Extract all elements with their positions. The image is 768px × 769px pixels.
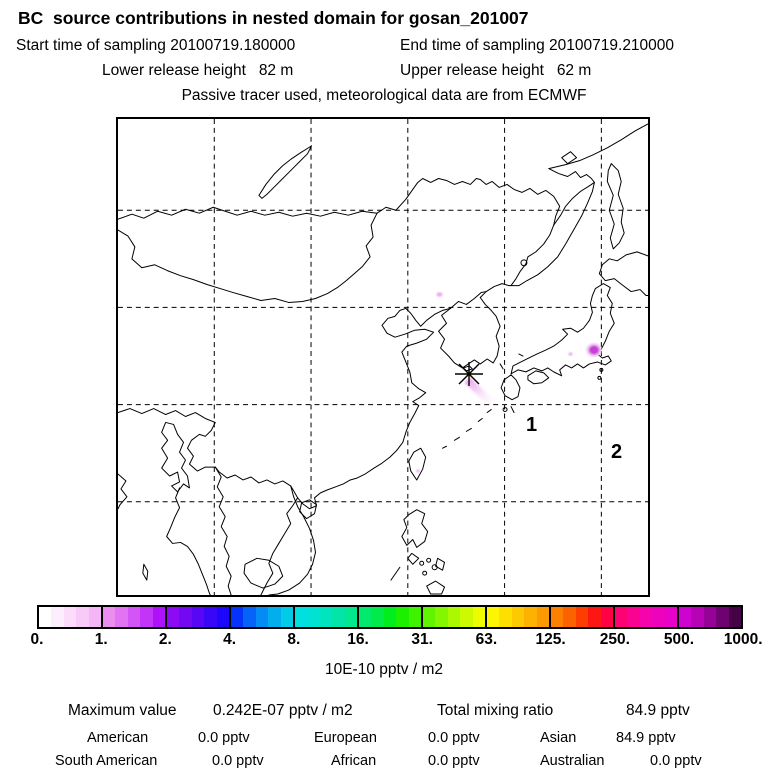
border-china-sea bbox=[215, 467, 290, 486]
colorbar-segment-8 bbox=[551, 607, 615, 627]
colorbar-cell bbox=[332, 607, 344, 627]
colorbar-tick-label: 1. bbox=[94, 631, 108, 648]
border-amur-lower bbox=[554, 182, 595, 225]
island-kyushu bbox=[501, 375, 520, 400]
colorbar-cell bbox=[423, 607, 435, 627]
continent-label-asian: Asian bbox=[540, 730, 577, 746]
colorbar-cell bbox=[640, 607, 652, 627]
colorbar-tick-label: 4. bbox=[223, 631, 237, 648]
map-point-label-1: 1 bbox=[526, 414, 538, 436]
colorbar-cell bbox=[192, 607, 204, 627]
border-bangladesh bbox=[162, 422, 190, 491]
coastlines-group bbox=[118, 124, 648, 595]
colorbar-tick-label: 31. bbox=[411, 631, 433, 648]
colorbar-cell bbox=[76, 607, 88, 627]
coast-myanmar bbox=[167, 488, 211, 595]
colorbar-cell bbox=[473, 607, 485, 627]
colorbar-cell bbox=[499, 607, 511, 627]
colorbar-cell bbox=[563, 607, 575, 627]
colorbar-cell bbox=[691, 607, 703, 627]
colorbar-segment-1 bbox=[103, 607, 167, 627]
island-hainan bbox=[300, 500, 317, 519]
colorbar-cell bbox=[345, 607, 357, 627]
colorbar-cell bbox=[716, 607, 728, 627]
colorbar-cell bbox=[231, 607, 243, 627]
colorbar-cell bbox=[217, 607, 229, 627]
border-laos-vietnam bbox=[261, 498, 298, 595]
continent-label-european: European bbox=[314, 730, 377, 746]
border-cambodia bbox=[244, 558, 283, 588]
colorbar-cell bbox=[243, 607, 255, 627]
tracer-note: Passive tracer used, meteorological data are from ECMWF bbox=[181, 87, 587, 104]
island-sakhalin bbox=[607, 164, 624, 249]
colorbar-cell bbox=[320, 607, 332, 627]
border-myanmar-thailand bbox=[215, 467, 231, 595]
colorbar-segment-4 bbox=[295, 607, 359, 627]
coast-okhotsk bbox=[511, 124, 648, 286]
colorbar-cell bbox=[371, 607, 383, 627]
colorbar-cell bbox=[64, 607, 76, 627]
colorbar-cell bbox=[128, 607, 140, 627]
colorbar-tick-label: 16. bbox=[347, 631, 369, 648]
colorbar-cell bbox=[665, 607, 677, 627]
colorbar-cell bbox=[704, 607, 716, 627]
colorbar-cell bbox=[576, 607, 588, 627]
colorbar-segment-3 bbox=[231, 607, 295, 627]
colorbar-cell bbox=[89, 607, 101, 627]
colorbar-tick-label: 2. bbox=[158, 631, 172, 648]
total-mixing-ratio-value: 84.9 pptv bbox=[626, 702, 690, 719]
total-mixing-ratio-label: Total mixing ratio bbox=[437, 702, 554, 719]
colorbar-units-label: 10E-10 pptv / m2 bbox=[324, 661, 444, 678]
colorbar-cell bbox=[103, 607, 115, 627]
colorbar-cell bbox=[615, 607, 627, 627]
island-visayas-4 bbox=[423, 571, 427, 575]
page-title: BC source contributions in nested domain for gosan_201007 bbox=[18, 8, 529, 28]
colorbar-cell bbox=[153, 607, 165, 627]
colorbar-cell bbox=[652, 607, 664, 627]
island-taiwan bbox=[409, 448, 426, 480]
colorbar-cell bbox=[295, 607, 307, 627]
gridlines-group bbox=[118, 119, 648, 595]
colorbar-segment-5 bbox=[359, 607, 423, 627]
island-mindanao bbox=[427, 581, 445, 594]
concentration-hotspot-3 bbox=[415, 468, 421, 474]
island-visayas-2 bbox=[427, 558, 431, 562]
island-palawan bbox=[391, 567, 400, 580]
colorbar-cell bbox=[51, 607, 63, 627]
colorbar-cell bbox=[435, 607, 447, 627]
map-panel bbox=[116, 117, 650, 597]
colorbar-segment-10 bbox=[679, 607, 741, 627]
continent-label-australian: Australian bbox=[540, 753, 605, 769]
colorbar-cell bbox=[281, 607, 293, 627]
colorbar-cell bbox=[627, 607, 639, 627]
colorbar-tick-label: 8. bbox=[287, 631, 301, 648]
concentration-hotspot-1 bbox=[435, 291, 444, 298]
colorbar-segment-0 bbox=[39, 607, 103, 627]
border-mongolia-south bbox=[118, 213, 377, 302]
end-time-label: End time of sampling 20100719.210000 bbox=[400, 37, 675, 54]
continent-label-south-american: South American bbox=[55, 753, 158, 769]
colorbar-cell bbox=[359, 607, 371, 627]
colorbar bbox=[37, 605, 743, 629]
colorbar-cell bbox=[524, 607, 536, 627]
colorbar-cell bbox=[537, 607, 549, 627]
colorbar-cell bbox=[307, 607, 319, 627]
colorbar-segment-7 bbox=[487, 607, 551, 627]
concentration-hotspot-2 bbox=[567, 351, 574, 357]
island-tsushima bbox=[500, 364, 503, 369]
colorbar-segment-6 bbox=[423, 607, 487, 627]
continent-value-asian: 84.9 pptv bbox=[616, 730, 676, 746]
colorbar-cell bbox=[448, 607, 460, 627]
colorbar-tick-label: 1000. bbox=[723, 631, 763, 648]
map-canvas bbox=[118, 119, 648, 595]
colorbar-ticks bbox=[0, 631, 768, 651]
colorbar-cell bbox=[256, 607, 268, 627]
colorbar-cell bbox=[487, 607, 499, 627]
island-hokkaido bbox=[599, 252, 648, 296]
receptor-asterisk-icon bbox=[453, 358, 485, 390]
continent-value-australian: 0.0 pptv bbox=[650, 753, 702, 769]
colorbar-cell bbox=[551, 607, 563, 627]
colorbar-cell bbox=[384, 607, 396, 627]
continent-label-african: African bbox=[331, 753, 377, 769]
map-point-label-2: 2 bbox=[611, 441, 623, 463]
colorbar-cell bbox=[409, 607, 421, 627]
colorbar-cell bbox=[512, 607, 524, 627]
border-yalu-tumen bbox=[450, 292, 486, 309]
colorbar-tick-label: 125. bbox=[535, 631, 566, 648]
colorbar-cell bbox=[115, 607, 127, 627]
colorbar-cell bbox=[460, 607, 472, 627]
island-mindoro bbox=[408, 553, 419, 564]
border-russia-mongolia bbox=[118, 207, 377, 219]
border-amur bbox=[377, 179, 560, 226]
continent-value-african: 0.0 pptv bbox=[428, 753, 480, 769]
colorbar-cell bbox=[601, 607, 613, 627]
colorbar-tick-label: 63. bbox=[475, 631, 498, 648]
island-luzon bbox=[402, 510, 428, 548]
colorbar-segment-2 bbox=[167, 607, 231, 627]
colorbar-cell bbox=[679, 607, 691, 627]
continent-value-european: 0.0 pptv bbox=[428, 730, 480, 746]
colorbar-cell bbox=[179, 607, 191, 627]
colorbar-cell bbox=[588, 607, 600, 627]
lower-release-label: Lower release height 82 m bbox=[102, 62, 294, 79]
colorbar-cell bbox=[204, 607, 216, 627]
coast-korea bbox=[439, 284, 511, 368]
lake-baikal bbox=[259, 146, 312, 199]
maximum-label: Maximum value bbox=[68, 702, 177, 719]
colorbar-cell bbox=[167, 607, 179, 627]
upper-release-label: Upper release height 62 m bbox=[400, 62, 592, 79]
colorbar-cell bbox=[39, 607, 51, 627]
island-honshu bbox=[511, 284, 614, 376]
colorbar-tick-label: 500. bbox=[663, 631, 695, 648]
maximum-value: 0.242E-07 pptv / m2 bbox=[213, 702, 353, 719]
continent-label-american: American bbox=[87, 730, 149, 746]
colorbar-segment-9 bbox=[615, 607, 679, 627]
colorbar-tick-label: 0. bbox=[30, 631, 44, 648]
coast-china-vietnam bbox=[269, 308, 451, 595]
start-time-label: Start time of sampling 20100719.180000 bbox=[16, 37, 296, 54]
colorbar-cell bbox=[396, 607, 408, 627]
island-andaman bbox=[143, 564, 148, 580]
colorbar-tick-label: 250. bbox=[599, 631, 630, 648]
colorbar-cell bbox=[729, 607, 741, 627]
continent-value-south-american: 0.0 pptv bbox=[212, 753, 264, 769]
colorbar-cell bbox=[140, 607, 152, 627]
border-ussuri bbox=[511, 225, 554, 285]
island-izu-2 bbox=[598, 376, 601, 379]
colorbar-cell bbox=[268, 607, 280, 627]
coast-india-stub bbox=[118, 474, 127, 509]
island-shikoku bbox=[528, 371, 549, 384]
continent-value-american: 0.0 pptv bbox=[198, 730, 250, 746]
concentration-hotspot-0 bbox=[585, 342, 603, 358]
island-visayas-1 bbox=[420, 561, 424, 565]
